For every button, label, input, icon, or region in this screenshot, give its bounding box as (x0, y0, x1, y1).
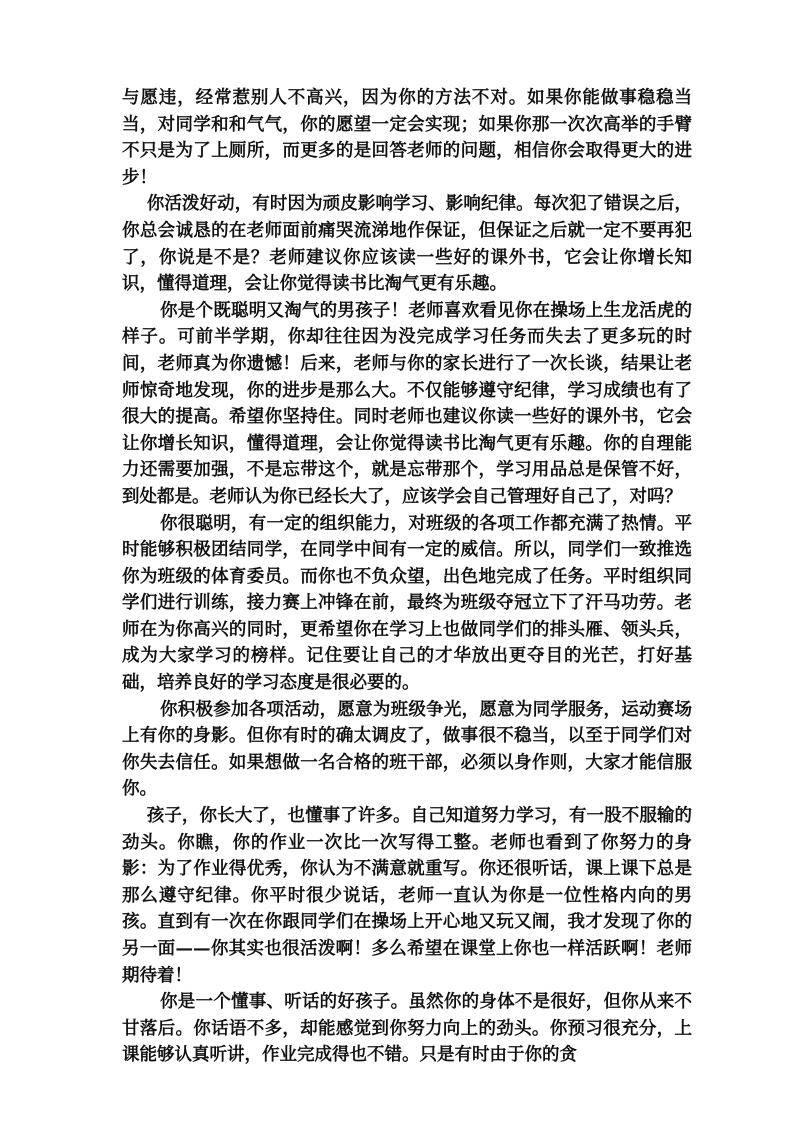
paragraph-6: 孩子，你长大了，也懂事了许多。自己知道努力学习，有一股不服输的劲头。你瞧，你的作业一次比一次写得工整。老师也看到了你努力的身影：为了作业得优秀，你认为不满意就重写。你还很听话，课上课下总是那么遵守纪律。你平时很少说话，老师一直认为你是一位性格内向的男孩。直到有一次在你跟同学们在操场上开心地又玩又闹，我才发现了你的另一面——你其实也很活泼啊！多么希望在课堂上你也一样活跃啊！老师期待着！ (122, 806, 693, 986)
paragraph-7: 你是一个懂事、听话的好孩子。虽然你的身体不是很好，但你从来不甘落后。你话语不多，却能感觉到你努力向上的劲头。你预习很充分，上课能够认真听讲，作业完成得也不错。只是有时由于你的贪 (122, 992, 693, 1066)
document-body (122, 85, 692, 1069)
paragraph-3: 你是个既聪明又淘气的男孩子！老师喜欢看见你在操场上生龙活虎的样子。可前半学期，你却往往因为没完成学习任务而失去了更多玩的时间，老师真为你遗憾！后来，老师与你的家长进行了一次长谈，结果让老师惊奇地发现，你的进步是那么大。不仅能够遵守纪律，学习成绩也有了很大的提高。希望你坚持住。同时老师也建议你读一些好的课外书，它会让你增长知识，懂得道理，会让你觉得读书比淘气更有乐趣。你的自理能力还需要加强，不是忘带这个，就是忘带那个，学习用品总是保管不好，到处都是。老师认为你已经长大了，应该学会自己管理好自己了，对吗？ (122, 300, 693, 507)
paragraph-2: 你活泼好动，有时因为顽皮影响学习、影响纪律。每次犯了错误之后，你总会诚恳的在老师面前痛哭流涕地作保证，但保证之后就一定不要再犯了，你说是不是？老师建议你应该读一些好的课外书，它会让你增长知识，懂得道理，会让你觉得读书比淘气更有乐趣。 (122, 194, 693, 295)
paragraph-5: 你积极参加各项活动，愿意为班级争光，愿意为同学服务，运动赛场上有你的身影。但你有时的确太调皮了，做事很不稳当，以至于同学们对你失去信任。如果想做一名合格的班干部，必须以身作则，大家才能信服你。 (122, 699, 693, 800)
paragraph-4: 你很聪明，有一定的组织能力，对班级的各项工作都充满了热情。平时能够积极团结同学，在同学中间有一定的威信。所以，同学们一致推选你为班级的体育委员。而你也不负众望，出色地完成了任务。平时组织同学们进行训练，接力赛上冲锋在前，最终为班级夺冠立下了汗马功劳。老师在为你高兴的同时，更希望你在学习上也做同学们的排头雁、领头兵，成为大家学习的榜样。记住要让自己的才华放出更夺目的光芒，打好基础，培养良好的学习态度是很必要的。 (122, 513, 693, 694)
paragraph-1: 与愿违，经常惹别人不高兴，因为你的方法不对。如果你能做事稳稳当当，对同学和和气气，你的愿望一定会实现；如果你那一次次高举的手臂不只是为了上厕所，而更多的是回答老师的问题，相信你会取得更大的进步！ (122, 88, 692, 188)
